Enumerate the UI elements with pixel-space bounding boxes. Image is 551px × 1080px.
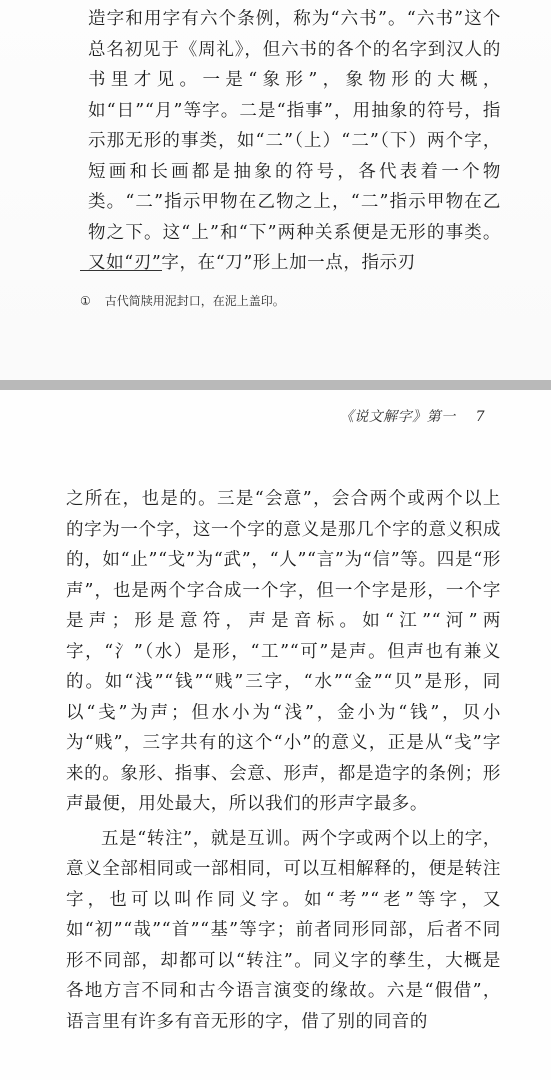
running-header-title: 《说文解字》第一 [339,409,456,425]
footnote [80,292,285,309]
bottom-page [0,390,551,1080]
top-page [0,0,551,380]
top-page-paragraph: 造字和用字有六个条例，称为“六书”。“六书”这个总名初见于《周礼》，但六书的各个的名字到汉人的书里才见。一是“象形”，象物形的大概，如“日”“月”等字。二是“指事”，用抽象的符号，指示那无形的事类，如“⼆”（上）“⼆”（下）两个字，短画和长画都是抽象的符号，各代表着一个物类。“⼆”指示甲物在乙物之上，“⼆”指示甲物在乙物之下。这“上”和“下”两种关系便是无形的事类。又如“刃”字，在“刀”形上加一点，指示刃 [88,9,501,273]
bottom-paragraph-2: 五是“转注”，就是互训。两个字或两个以上的字，意义全部相同或一部相同，可以互相解释的，便是转注字，也可以叫作同义字。如“考”“老”等字，又如“初”“哉”“首”“基”等字；前者同形同部，后者不同形不同部，却都可以“转注”。同义字的孳生，大概是各地方言不同和古今语言演变的缘故。六是“假借”，语言里有许多有音无形的字，借了别的同音的 [66,828,501,1032]
footnote-text: 古代简牍用泥封口，在泥上盖印。 [104,294,285,308]
footnote-mark: ① [80,294,91,308]
bottom-page-body [66,484,501,1037]
page-number: 7 [475,409,485,425]
footnote-rule [80,270,162,271]
page-divider [0,380,551,390]
running-header [340,406,485,426]
bottom-paragraph-1: 之所在，也是的。三是“会意”，会合两个或两个以上的字为一个字，这一个字的意义是那几个字的意义积成的，如“止”“戈”为“武”，“人”“言”为“信”等。四是“形声”，也是两个字合成一个字，但一个字是形，一个字是声；形是意符，声是音标。如“江”“河”两字，“氵”（水）是形，“工”“可”是声。但声也有兼义的。如“浅”“钱”“贱”三字，“水”“金”“贝”是形，同以“戋”为声；但水小为“浅”，金小为“钱”，贝小为“贱”，三字共有的这个“小”的意义，正是从“戋”字来的。象形、指事、会意、形声，都是造字的条例；形声最便，用处最大，所以我们的形声字最多。 [66,489,501,814]
